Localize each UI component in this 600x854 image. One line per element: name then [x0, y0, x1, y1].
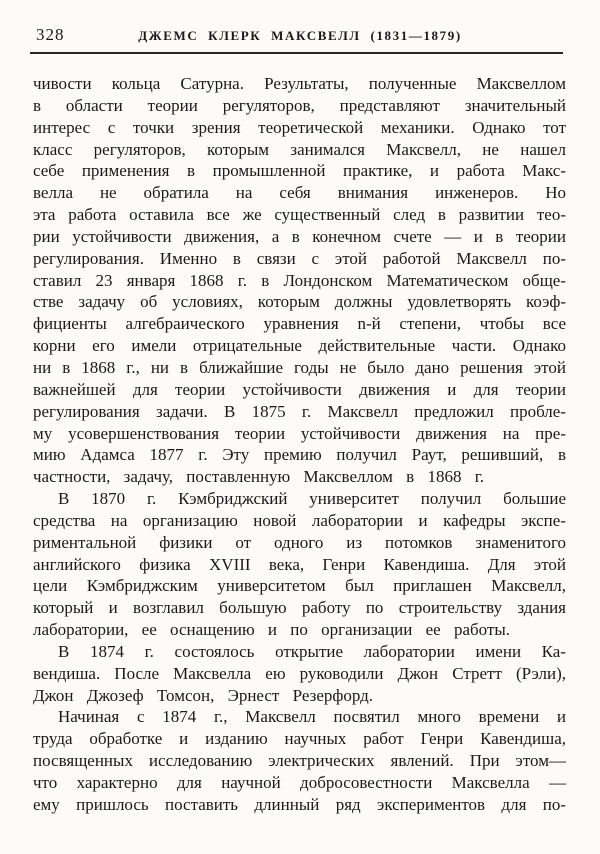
text-line: регулирования. Именно в связи с этой работой Максвелл по- — [33, 248, 566, 268]
text-line: частности, задачу, поставленную Максвеллом в 1868 г. — [33, 467, 485, 487]
text-line: мию Адамса 1877 г. Эту премию получил Раут, решивший, в — [33, 445, 566, 465]
running-title: ДЖЕМС КЛЕРК МАКСВЕЛЛ (1831—1879) — [138, 28, 462, 43]
page-number: 328 — [36, 25, 65, 44]
text-line: В 1870 г. Кэмбриджский университет получил большие — [58, 489, 566, 509]
text-line: класс регуляторов, которым занимался Максвелл, не нашел — [33, 139, 566, 159]
text-line: лаборатории, ее оснащению и по организации ее работы. — [33, 620, 511, 640]
text-line: стве задачу об условиях, которым должны удовлетворять коэф- — [33, 292, 566, 312]
text-line: риментальной физики от одного из потомков знаменитого — [33, 532, 566, 552]
header-divider — [30, 52, 563, 54]
text-line: английского физика XVIII века, Генри Кавендиша. Для этой — [33, 554, 566, 574]
text-line: ему пришлось поставить длинный ряд экспериментов для по- — [33, 794, 566, 814]
text-line: цели Кэмбриджским университетом был приглашен Максвелл, — [33, 576, 566, 596]
text-line: который и возглавил большую работу по строительству здания — [33, 598, 566, 618]
text-line: важнейшей для теории устойчивости движения и для теории — [33, 379, 566, 399]
text-line: ставил 23 января 1868 г. в Лондонском Математическом обще- — [33, 270, 566, 290]
text-line: вендиша. После Максвелла ею руководили Джон Стретт (Рэли), — [33, 663, 566, 683]
text-line: ни в 1868 г., ни в ближайшие годы не было дано решения этой — [33, 357, 566, 377]
text-line: Джон Джозеф Томсон, Эрнест Резерфорд. — [33, 685, 374, 705]
text-line: Начиная с 1874 г., Максвелл посвятил много времени и — [58, 707, 566, 727]
text-line: фициенты алгебраического уравнения n-й степени, чтобы все — [33, 314, 566, 334]
text-line: труда обработке и изданию научных работ Генри Кавендиша, — [33, 729, 566, 749]
text-line: рии устойчивости движения, а в конечном счете — и в теории — [33, 226, 566, 246]
text-line: регулирования задачи. В 1875 г. Максвелл предложил пробле- — [33, 401, 566, 421]
text-block — [33, 73, 566, 816]
text-line: себе применения в промышленной практике, и работа Макс- — [33, 161, 566, 181]
text-line: посвященных исследованию электрических явлений. При этом— — [33, 751, 566, 771]
text-line: эта работа оставила все же существенный след в развитии тео- — [33, 205, 566, 225]
text-line: В 1874 г. состоялось открытие лаборатории имени Ка- — [58, 641, 566, 661]
text-line: средства на организацию новой лаборатории и кафедры экспе- — [33, 510, 566, 530]
text-line: интерес с точки зрения теоретической механики. Однако тот — [33, 117, 566, 137]
text-line: му усовершенствования теории устойчивости движения на пре- — [33, 423, 566, 443]
text-line: в области теории регуляторов, представляют значительный — [33, 95, 566, 115]
text-line: что характерно для научной добросовестности Максвелла — — [33, 773, 566, 792]
text-line: чивости кольца Сатурна. Результаты, полученные Максвеллом — [33, 74, 566, 93]
text-line: корни его имели отрицательные действительные части. Однако — [33, 336, 566, 356]
text-line: велла не обратила на себя внимания инженеров. Но — [33, 183, 566, 203]
